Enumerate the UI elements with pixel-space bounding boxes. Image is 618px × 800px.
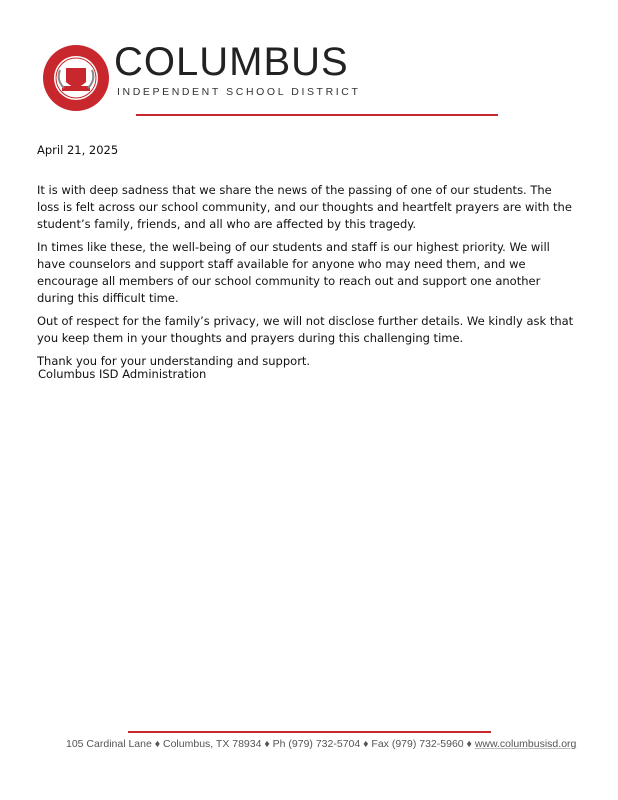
paragraph: Thank you for your understanding and support.	[37, 354, 311, 368]
letter-date: April 21, 2025	[37, 143, 119, 157]
paragraph: In times like these, the well-being of our students and staff is our highest priority. We will have counselors and support staff available for anyone who may need them, and we encourage all members of our school community to reach out and support one another during this difficult time.	[37, 240, 550, 305]
district-seal-logo	[42, 44, 110, 112]
district-subtitle: INDEPENDENT SCHOOL DISTRICT	[117, 86, 361, 98]
paragraph: It is with deep sadness that we share the news of the passing of one of our students. The loss is felt across our school community, and our thoughts and heartfelt prayers are with the student’s family, friends, and all who are affected by this tragedy.	[37, 183, 572, 231]
footer-divider	[128, 731, 491, 733]
footer-address: 105 Cardinal Lane ♦ Columbus, TX 78934 ♦ Ph (979) 732-5704 ♦ Fax (979) 732-5960 ♦	[66, 738, 472, 750]
website-link[interactable]: www.columbusisd.org	[474, 738, 577, 750]
letter-body	[37, 182, 577, 376]
header-divider	[136, 114, 498, 116]
footer	[66, 738, 576, 750]
signature: Columbus ISD Administration	[38, 367, 207, 381]
paragraph: Out of respect for the family’s privacy, we will not disclose further details. We kindly ask that you keep them in your thoughts and prayers during this challenging time.	[37, 314, 574, 345]
district-name: COLUMBUS	[114, 40, 349, 84]
